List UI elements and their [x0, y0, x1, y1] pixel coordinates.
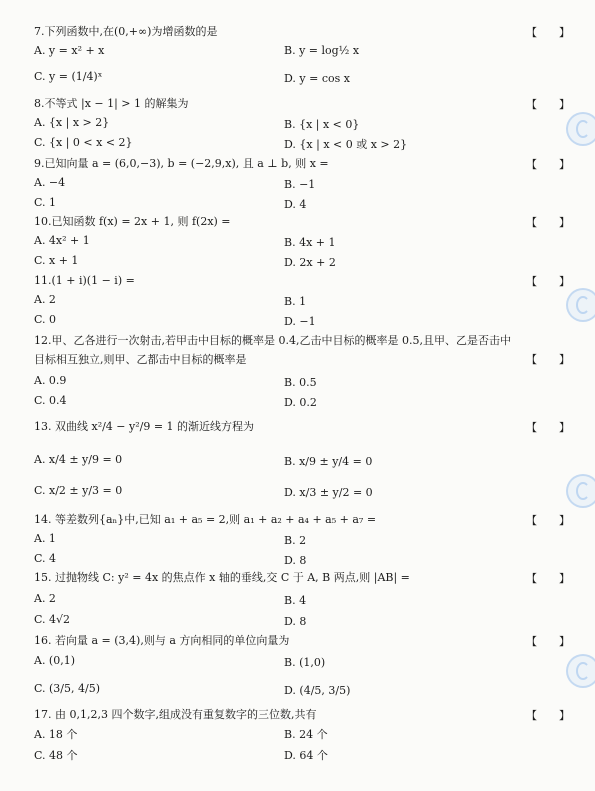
option-d: D. 8	[284, 554, 307, 567]
question-stem: 9.已知向量 a = (6,0,−3), b = (−2,9,x), 且 a ⊥ b, 则 x =	[34, 157, 329, 170]
option-d: D. 8	[284, 615, 307, 628]
watermark-logo-icon	[566, 112, 595, 146]
answer-bracket[interactable]: 【 】	[526, 26, 570, 39]
question-stem: 10.已知函数 f(x) = 2x + 1, 则 f(2x) =	[34, 215, 231, 228]
answer-bracket[interactable]: 【 】	[526, 158, 570, 171]
question-stem: 12.甲、乙各进行一次射击,若甲击中目标的概率是 0.4,乙击中目标的概率是 0.5,且甲、乙是否击中目标相互独立,则甲、乙都击中目标的概率是	[34, 334, 511, 366]
option-d: D. 0.2	[284, 396, 317, 409]
question-11	[34, 273, 574, 328]
answer-bracket[interactable]: 【 】	[526, 275, 570, 288]
answer-bracket[interactable]: 【 】	[526, 514, 570, 527]
option-d: D. (4/5, 3/5)	[284, 684, 351, 697]
question-17	[34, 707, 574, 762]
option-b: B. 4x + 1	[284, 236, 336, 249]
option-a: A. 2	[34, 293, 56, 306]
option-d: D. y = cos x	[284, 72, 350, 85]
option-c: C. 48 个	[34, 749, 78, 762]
answer-bracket[interactable]: 【 】	[526, 635, 570, 648]
question-stem: 15. 过抛物线 C: y² = 4x 的焦点作 x 轴的垂线,交 C 于 A, B 两点,则 |AB| =	[34, 571, 410, 584]
question-14	[34, 512, 574, 567]
option-d: D. −1	[284, 315, 316, 328]
option-a: A. x/4 ± y/9 = 0	[34, 453, 123, 466]
option-c: C. 1	[34, 196, 57, 209]
option-c: C. 0.4	[34, 394, 67, 407]
question-10	[34, 214, 574, 269]
option-c: C. 4√2	[34, 613, 71, 626]
question-stem: 17. 由 0,1,2,3 四个数字,组成没有重复数字的三位数,共有	[34, 708, 317, 721]
option-b: B. y = log½ x	[284, 44, 360, 57]
watermark-logo-icon	[566, 654, 595, 688]
watermark-logo-icon	[566, 474, 595, 508]
option-d: D. 2x + 2	[284, 256, 336, 269]
option-d: D. 64 个	[284, 749, 328, 762]
option-a: A. 0.9	[34, 374, 67, 387]
question-8	[34, 96, 574, 151]
question-stem: 14. 等差数列{aₙ}中,已知 a₁ + a₅ = 2,则 a₁ + a₂ + a₄ + a₅ + a₇ =	[34, 513, 377, 526]
question-9	[34, 156, 574, 211]
option-d: D. x/3 ± y/2 = 0	[284, 486, 373, 499]
answer-bracket[interactable]: 【 】	[526, 709, 570, 722]
option-d: D. 4	[284, 198, 307, 211]
question-stem: 16. 若向量 a = (3,4),则与 a 方向相同的单位向量为	[34, 634, 290, 647]
answer-bracket[interactable]: 【 】	[526, 572, 570, 585]
option-b: B. 24 个	[284, 728, 328, 741]
option-a: A. {x | x > 2}	[34, 116, 110, 129]
answer-bracket[interactable]: 【 】	[526, 353, 570, 366]
option-b: B. −1	[284, 178, 316, 191]
option-a: A. 1	[34, 532, 56, 545]
option-b: B. (1,0)	[284, 656, 326, 669]
question-13	[34, 419, 574, 499]
question-stem: 11.(1 + i)(1 − i) =	[34, 274, 135, 287]
option-b: B. 1	[284, 295, 307, 308]
option-a: A. 18 个	[34, 728, 78, 741]
question-stem: 7.下列函数中,在(0,+∞)为增函数的是	[34, 25, 218, 38]
option-c: C. x/2 ± y/3 = 0	[34, 484, 123, 497]
option-c: C. 4	[34, 552, 57, 565]
question-stem: 8.不等式 |x − 1| > 1 的解集为	[34, 97, 189, 110]
question-15	[34, 570, 574, 628]
option-b: B. 0.5	[284, 376, 317, 389]
option-b: B. {x | x < 0}	[284, 118, 360, 131]
option-c: C. x + 1	[34, 254, 79, 267]
option-c: C. 0	[34, 313, 57, 326]
option-a: A. 4x² + 1	[34, 234, 90, 247]
option-a: A. −4	[34, 176, 66, 189]
answer-bracket[interactable]: 【 】	[526, 421, 570, 434]
option-a: A. 2	[34, 592, 56, 605]
option-c: C. {x | 0 < x < 2}	[34, 136, 133, 149]
question-7	[34, 24, 574, 85]
option-c: C. (3/5, 4/5)	[34, 682, 100, 695]
option-a: A. (0,1)	[34, 654, 76, 667]
option-c: C. y = (1/4)ˣ	[34, 70, 103, 83]
option-b: B. 2	[284, 534, 307, 547]
question-stem: 13. 双曲线 x²/4 − y²/9 = 1 的渐近线方程为	[34, 420, 255, 433]
question-16	[34, 633, 574, 697]
question-12	[34, 331, 574, 409]
option-b: B. 4	[284, 594, 307, 607]
answer-bracket[interactable]: 【 】	[526, 216, 570, 229]
option-a: A. y = x² + x	[34, 44, 105, 57]
answer-bracket[interactable]: 【 】	[526, 98, 570, 111]
option-d: D. {x | x < 0 或 x > 2}	[284, 138, 408, 151]
watermark-logo-icon	[566, 288, 595, 322]
option-b: B. x/9 ± y/4 = 0	[284, 455, 373, 468]
